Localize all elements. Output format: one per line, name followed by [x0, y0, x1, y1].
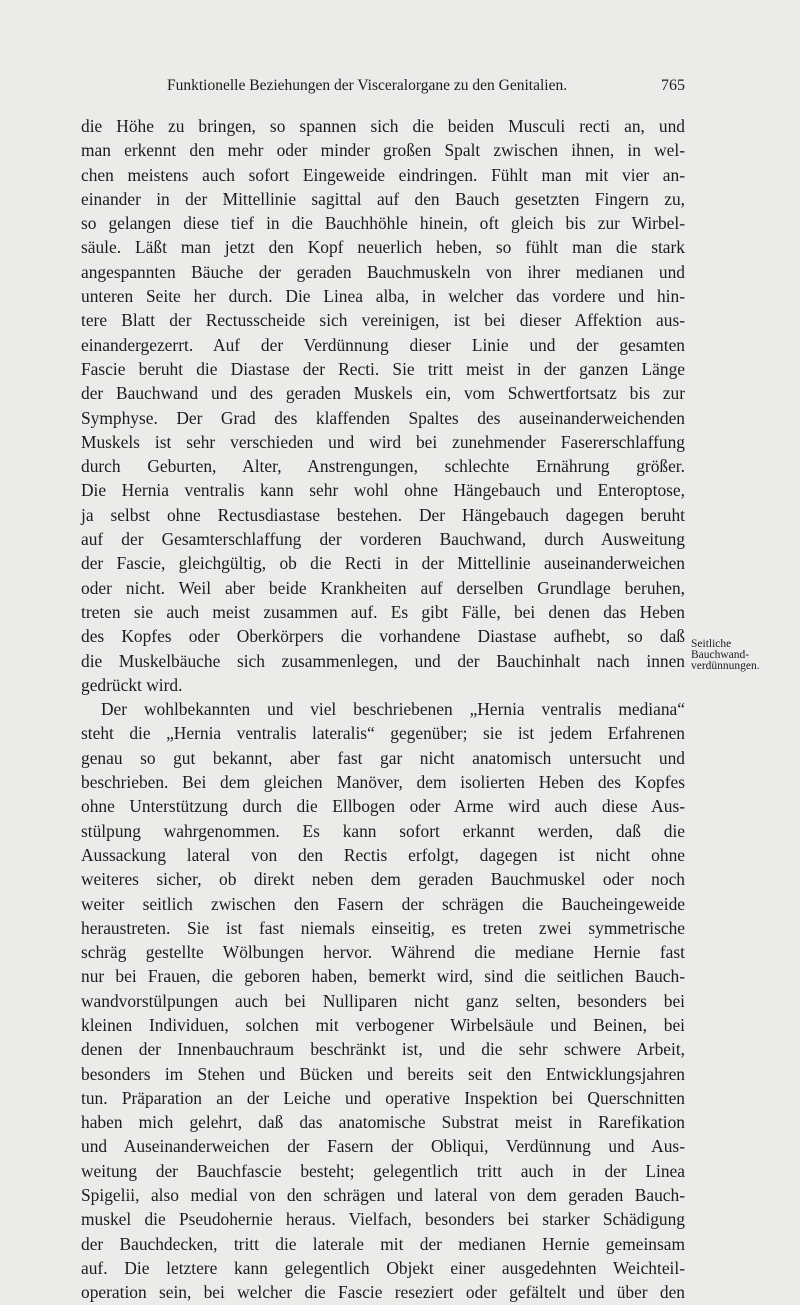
page-number: 765 [661, 77, 685, 94]
text-line: Symphyse. Der Grad des klaffenden Spaltes des auseinanderweichenden [81, 407, 685, 428]
text-line: chen meistens auch sofort Eingeweide eindringen. Fühlt man mit vier an- [81, 164, 685, 185]
text-line: tere Blatt der Rectusscheide sich vereinigen, ist bei dieser Affektion aus- [81, 310, 685, 331]
margin-note-line: verdünnungen. [691, 660, 760, 672]
text-line: die Höhe zu bringen, so spannen sich die beiden Musculi recti an, und [81, 116, 685, 136]
text-line: auf der Gesamterschlaffung der vorderen Bauchwand, durch Ausweitung [81, 529, 685, 550]
text-line: weitung der Bauchfascie besteht; gelegentlich tritt auch in der Linea [81, 1160, 685, 1181]
text-line: stülpung wahrgenommen. Es kann sofort erkannt werden, daß die [81, 820, 685, 841]
margin-note-line: Bauchwand- [691, 649, 750, 661]
text-line: weiteres sicher, ob direkt neben dem geraden Bauchmuskel oder noch [81, 869, 685, 890]
text-line: Muskels ist sehr verschieden und wird bei zunehmender Fasererschlaffung [81, 431, 685, 452]
text-line: so gelangen diese tief in die Bauchhöhle hinein, oft gleich bis zur Wirbel- [81, 213, 685, 234]
text-line: Fascie beruht die Diastase der Recti. Sie tritt meist in der ganzen Länge [81, 358, 685, 379]
text-line: besonders im Stehen und Bücken und bereits seit den Entwicklungsjahren [81, 1063, 685, 1084]
text-line: Der wohlbekannten und viel beschriebenen „Hernia ventralis mediana“ [101, 699, 685, 720]
text-line: und Auseinanderweichen der Fasern der Obliqui, Verdünnung und Aus- [81, 1136, 685, 1157]
text-line: man erkennt den mehr oder minder großen Spalt zwischen ihnen, in wel- [81, 140, 685, 161]
text-line: ohne Unterstützung durch die Ellbogen oder Arme wird auch diese Aus- [81, 796, 685, 817]
text-line: wandvorstülpungen auch bei Nulliparen nicht ganz selten, besonders bei [81, 990, 685, 1011]
text-line: denen der Innenbauchraum beschränkt ist, und die sehr schwere Arbeit, [81, 1039, 685, 1060]
text-line: treten sie auch meist zusammen auf. Es gibt Fälle, bei denen das Heben [81, 601, 685, 622]
text-line: haben mich gelehrt, daß das anatomische Substrat meist in Rarefikation [81, 1112, 685, 1133]
text-line: auf. Die letztere kann gelegentlich Objekt einer ausgedehnten Weichteil- [81, 1257, 685, 1278]
text-line: Spigelii, also medial von den schrägen und lateral von dem geraden Bauch- [81, 1185, 685, 1206]
text-line: der Bauchdecken, tritt die laterale mit der medianen Hernie gemeinsam [81, 1233, 685, 1254]
text-line: der Fascie, gleichgültig, ob die Recti in der Mittellinie auseinanderweichen [81, 553, 685, 574]
text-line: die Muskelbäuche sich zusammenlegen, und der Bauchinhalt nach innen [81, 650, 685, 671]
text-line: angespannten Bäuche der geraden Bauchmuskeln von ihrer medianen und [81, 261, 685, 282]
text-line: operation sein, bei welcher die Fascie reseziert oder gefältelt und über den [81, 1282, 685, 1303]
text-line: säule. Läßt man jetzt den Kopf neuerlich heben, so fühlt man die stark [81, 237, 685, 258]
text-line: ja selbst ohne Rectusdiastase bestehen. Der Hängebauch dagegen beruht [81, 504, 685, 525]
text-line: einandergezerrt. Auf der Verdünnung dieser Linie und der gesamten [81, 334, 685, 355]
text-line: beschrieben. Bei dem gleichen Manöver, dem isolierten Heben des Kopfes [81, 772, 685, 793]
text-line: gedrückt wird. [81, 674, 183, 695]
text-line: Die Hernia ventralis kann sehr wohl ohne Hängebauch und Enteroptose, [81, 480, 685, 501]
text-line: tun. Präparation an der Leiche und operative Inspektion bei Querschnitten [81, 1087, 685, 1108]
text-line: Aussackung lateral von den Rectis erfolgt, dagegen ist nicht ohne [81, 844, 685, 865]
text-line: schräg gestellte Wölbungen hervor. Während die mediane Hernie fast [81, 942, 685, 963]
text-line: des Kopfes oder Oberkörpers die vorhandene Diastase aufhebt, so daß [81, 626, 685, 647]
text-line: nur bei Frauen, die geboren haben, bemerkt wird, sind die seitlichen Bauch- [81, 966, 685, 987]
text-line: steht die „Hernia ventralis lateralis“ gegenüber; sie ist jedem Erfahrenen [81, 723, 685, 744]
text-line: oder nicht. Weil aber beide Krankheiten auf derselben Grundlage beruhen, [81, 577, 685, 598]
text-line: genau so gut bekannt, aber fast gar nicht anatomisch untersucht und [81, 747, 685, 768]
running-header-title: Funktionelle Beziehungen der Visceralorgane zu den Genitalien. [167, 77, 568, 94]
margin-note-line: Seitliche [691, 638, 732, 650]
text-line: unteren Seite her durch. Die Linea alba, in welcher das vordere und hin- [81, 286, 685, 307]
text-line: weiter seitlich zwischen den Fasern der schrägen die Baucheingeweide [81, 893, 685, 914]
text-line: heraustreten. Sie ist fast niemals einseitig, es treten zwei symmetrische [81, 917, 685, 938]
text-line: muskel die Pseudohernie heraus. Vielfach, besonders bei starker Schädigung [81, 1209, 685, 1230]
margin-note [691, 639, 796, 672]
body-text [81, 114, 685, 1305]
text-line: einander in der Mittellinie sagittal auf den Bauch gesetzten Fingern zu, [81, 188, 685, 209]
text-line: kleinen Individuen, solchen mit verbogener Wirbelsäule und Beinen, bei [81, 1014, 685, 1035]
text-line: der Bauchwand und des geraden Muskels ein, vom Schwertfortsatz bis zur [81, 383, 685, 404]
text-line: durch Geburten, Alter, Anstrengungen, schlechte Ernährung größer. [81, 456, 685, 477]
